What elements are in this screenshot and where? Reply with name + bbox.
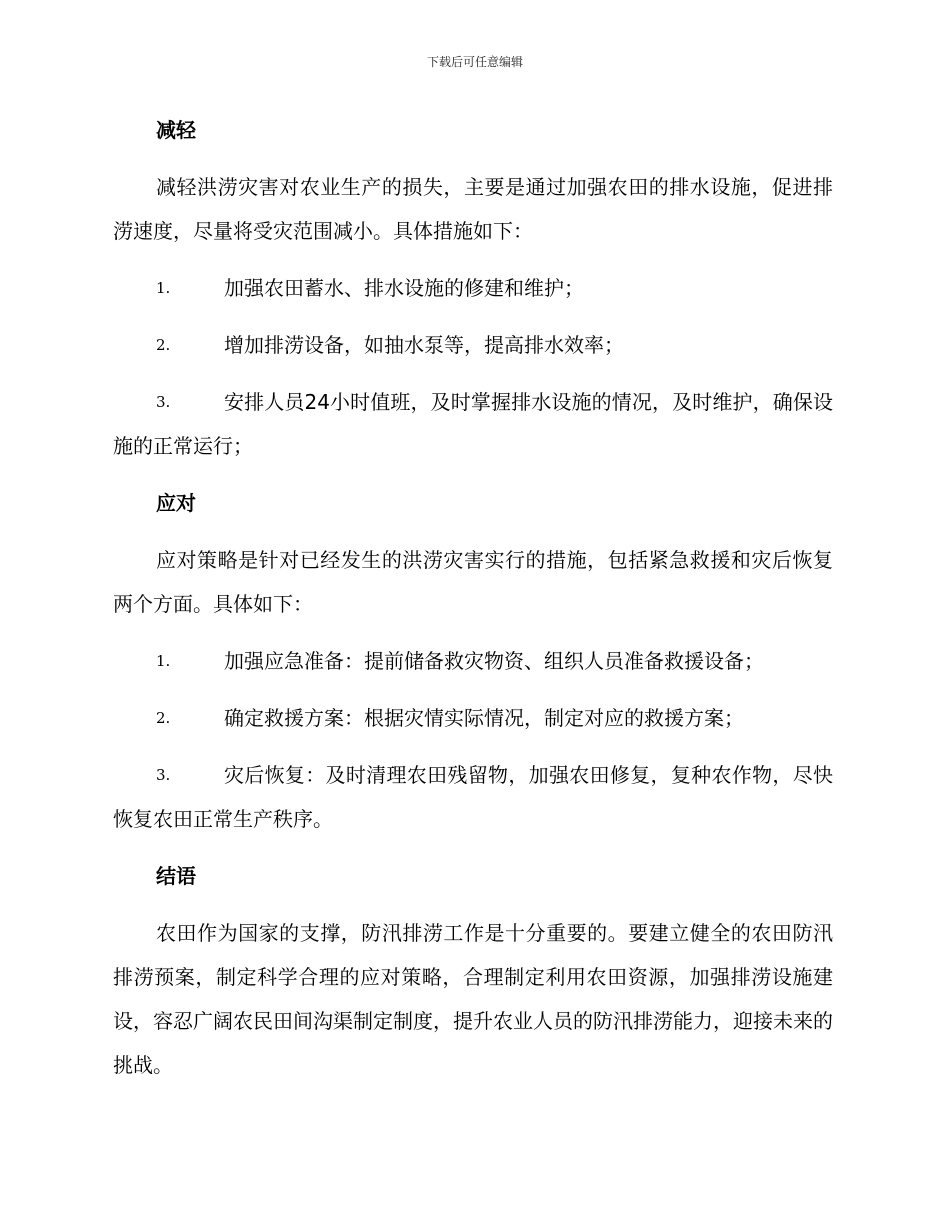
section-intro: 应对策略是针对已经发生的洪涝灾害实行的措施，包括紧急救援和灾后恢复两个方面。具体如下： [113,548,833,616]
list-number: 2. [156,336,171,354]
list-item [113,753,833,841]
section-response [113,481,833,841]
section-intro: 减轻洪涝灾害对农业生产的损失，主要是通过加强农田的排水设施，促进排涝速度，尽量将受灾范围减小。具体措施如下： [113,175,833,243]
list-number: 2. [156,709,171,727]
section-intro: 农田作为国家的支撑，防汛排涝工作是十分重要的。要建立健全的农田防汛排涝预案，制定科学合理的应对策略，合理制定利用农田资源，加强排涝设施建设，容忍广阔农民田间沟渠制定制度，提升农业人员的防汛排涝能力，迎接未来的挑战。 [113,921,833,1077]
list-item-text: 增加排涝设备，如抽水泵等，提高排水效率； [224,333,624,357]
list-item-text: 加强农田蓄水、排水设施的修建和维护； [224,276,584,300]
section-mitigation [113,108,833,468]
list-number: 3. [156,393,171,411]
list-item-text: 灾后恢复：及时清理农田残留物，加强农田修复，复种农作物，尽快恢复农田正常生产秩序。 [113,763,833,831]
list-item [113,380,833,468]
section-conclusion [113,854,833,1087]
list-item [113,323,833,367]
list-item [113,639,833,683]
list-item [113,266,833,310]
list-number: 1. [156,279,171,297]
list-item-text: 确定救援方案：根据灾情实际情况，制定对应的救援方案； [224,706,744,730]
page-header: 下载后可任意编辑 [426,55,523,69]
list-item-text: 加强应急准备：提前储备救灾物资、组织人员准备救援设备； [224,649,764,673]
document-body [113,108,833,1100]
section-heading: 结语 [156,864,196,888]
section-heading: 减轻 [156,118,196,142]
list-number: 1. [156,652,171,670]
list-item-text: 安排人员24小时值班，及时掌握排水设施的情况，及时维护，确保设施的正常运行； [113,390,833,458]
section-heading: 应对 [156,491,196,515]
list-item [113,696,833,740]
list-number: 3. [156,766,171,784]
